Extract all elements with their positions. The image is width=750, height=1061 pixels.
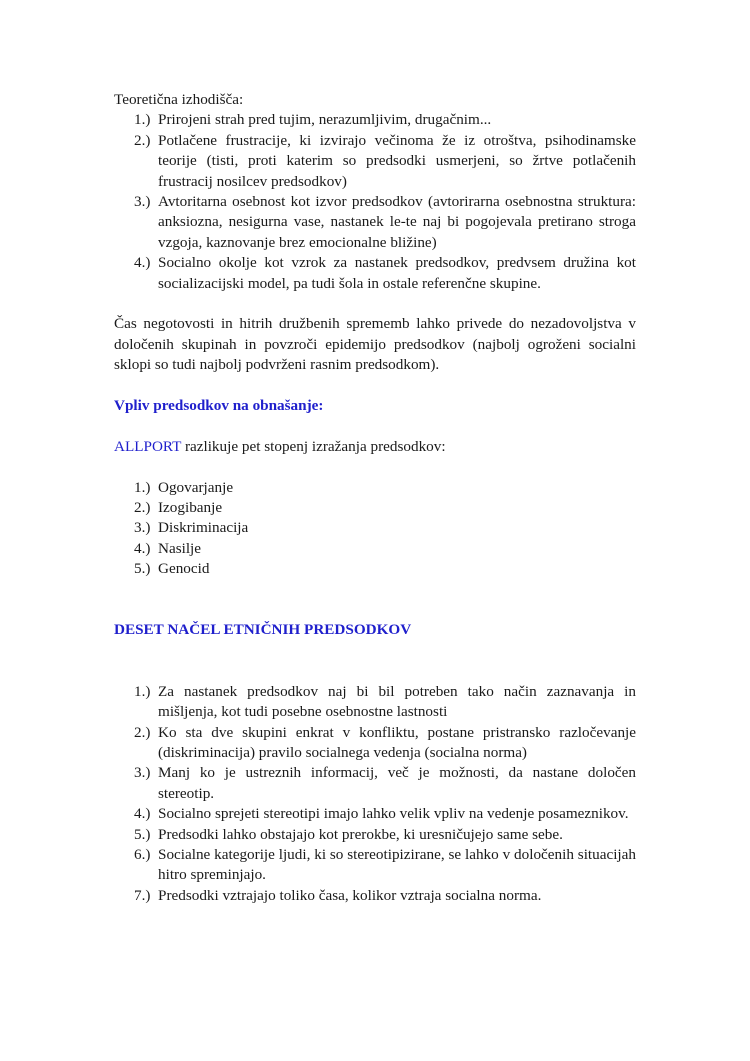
list-item [114, 253, 636, 294]
list-text: Genocid [158, 560, 210, 578]
list-number: 4.) [134, 254, 151, 272]
list-number: 2.) [134, 723, 151, 741]
list-number: 3.) [134, 519, 151, 537]
list-item [114, 886, 636, 906]
list-number: 1.) [134, 111, 151, 129]
list-number: 2.) [134, 131, 151, 149]
influence-heading: Vpliv predsodkov na obnašanje: [114, 397, 324, 415]
list-number: 5.) [134, 825, 151, 843]
list-number: 7.) [134, 886, 151, 904]
list-text: Socialno sprejeti stereotipi imajo lahko velik vpliv na vedenje posameznikov. [158, 805, 629, 823]
list-number: 1.) [134, 682, 151, 700]
list-text: Ko sta dve skupini enkrat v konfliktu, postane pristransko razločevanje (diskriminacija) pravilo socialnega vedenja (socialna norma) [158, 723, 636, 761]
list-item [114, 845, 636, 886]
list-item [114, 518, 636, 538]
list-item [114, 804, 636, 824]
spacer [114, 416, 636, 436]
list-text: Nasilje [158, 539, 202, 557]
spacer [114, 294, 636, 314]
list-text: Avtoritarna osebnost kot izvor predsodkov (avtorirarna osebnostna struktura: anksiozna, nesigurna vase, nastanek le-te naj bi pogojevala pretirano stroga vzgoja, kaznovanje brez emocionalne bližine) [158, 193, 636, 251]
list-text: Predsodki vztrajajo toliko časa, kolikor vztraja socialna norma. [158, 886, 542, 904]
body-paragraph: Čas negotovosti in hitrih družbenih sprememb lahko privede do nezadovoljstva v določenih skupinah in povzroči epidemijo predsodkov (najbolj ogroženi socialni sklopi so tudi najbolj podvrženi rasnim predsodkom). [114, 315, 636, 374]
spacer [114, 457, 636, 477]
theory-list [114, 110, 636, 294]
spacer [114, 641, 636, 682]
list-number: 1.) [134, 478, 151, 496]
list-text: Socialne kategorije ljudi, ki so stereotipizirane, se lahko v določenih situacijah hitro spreminjajo. [158, 845, 636, 884]
list-text: Manj ko je ustreznih informacij, več je možnosti, da nastane določen stereotip. [158, 764, 636, 802]
list-item [114, 539, 636, 559]
prejudice-stages-list [114, 478, 636, 580]
list-text: Diskriminacija [158, 519, 249, 537]
list-number: 3.) [134, 193, 151, 211]
list-item [114, 682, 636, 723]
list-number: 2.) [134, 499, 151, 517]
list-text: Za nastanek predsodkov naj bi bil potreben tako način zaznavanja in mišljenja, kot tudi posebne osebnostne lastnosti [158, 682, 636, 721]
spacer [114, 376, 636, 396]
list-item [114, 763, 636, 804]
list-number: 3.) [134, 764, 151, 782]
document-page [114, 90, 636, 906]
allport-name: ALLPORT [114, 437, 182, 455]
list-item [114, 723, 636, 764]
list-number: 5.) [134, 560, 151, 578]
list-item [114, 131, 636, 192]
allport-intro [114, 437, 636, 457]
principles-heading: DESET NAČEL ETNIČNIH PREDSODKOV [114, 621, 412, 639]
list-text: Prirojeni strah pred tujim, nerazumljivim, drugačnim... [158, 111, 492, 129]
list-item [114, 110, 636, 130]
list-text: Socialno okolje kot vzrok za nastanek predsodkov, predvsem družina kot socializacijski model, pa tudi šola in ostale referenčne skupine. [158, 254, 636, 292]
list-number: 4.) [134, 539, 151, 557]
list-item [114, 825, 636, 845]
list-text: Izogibanje [158, 499, 223, 517]
list-item [114, 498, 636, 518]
theory-heading: Teoretična izhodišča: [114, 91, 244, 108]
list-number: 4.) [134, 805, 151, 823]
spacer [114, 580, 636, 621]
list-item [114, 478, 636, 498]
list-text: Potlačene frustracije, ki izvirajo večinoma že iz otroštva, psihodinamske teorije (tisti, proti katerim so predsodki usmerjeni, so žrtve potlačenih frustracij nosilcev predsodkov) [158, 131, 636, 190]
list-item [114, 559, 636, 579]
list-number: 6.) [134, 845, 151, 863]
list-text: Ogovarjanje [158, 478, 234, 496]
list-text: Predsodki lahko obstajajo kot prerokbe, ki uresničujejo same sebe. [158, 825, 563, 843]
allport-intro-text: razlikuje pet stopenj izražanja predsodkov: [181, 437, 446, 455]
principles-list [114, 682, 636, 906]
list-item [114, 192, 636, 253]
